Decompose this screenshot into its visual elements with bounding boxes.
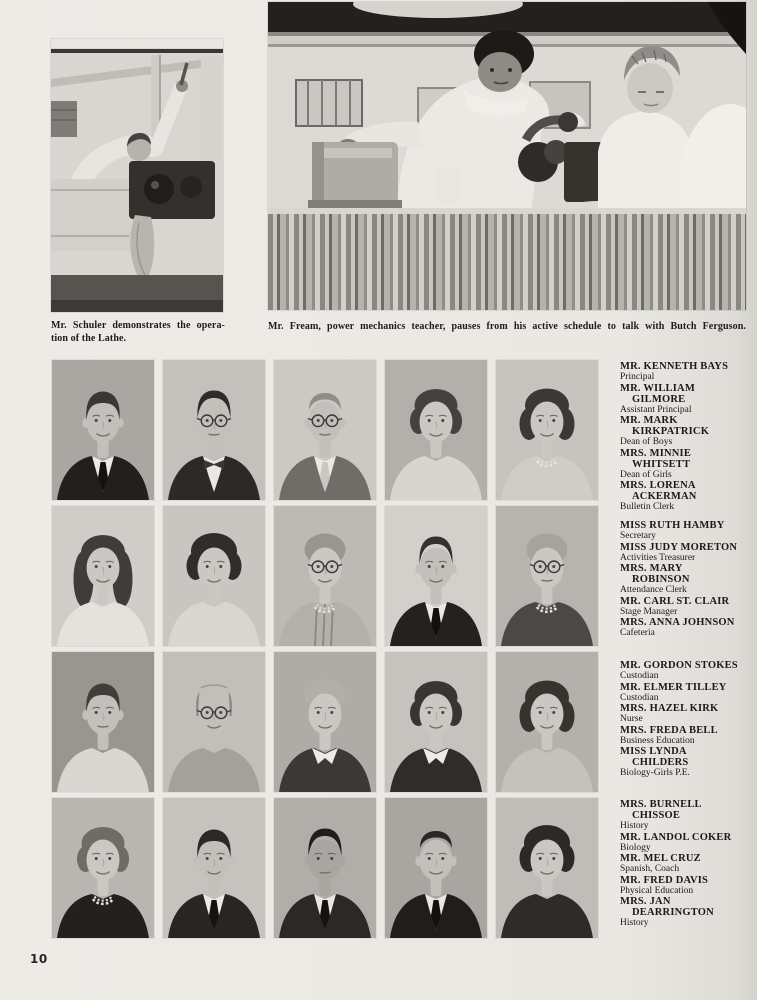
- portrait-photo: [496, 798, 598, 938]
- faculty-name: [620, 875, 746, 886]
- faculty-name-line: MR. WILLIAM: [620, 382, 695, 394]
- portrait-photo: [385, 506, 487, 646]
- faculty-entry: [620, 448, 746, 481]
- faculty-name: [620, 596, 746, 607]
- portrait-photo: [52, 360, 154, 500]
- faculty-entry: [620, 383, 746, 416]
- names-block-row-4: [620, 799, 746, 929]
- power-mechanics-photo-illustration: [268, 2, 746, 310]
- faculty-name-line: MR. MEL CRUZ: [620, 853, 701, 864]
- faculty-name: [620, 832, 746, 843]
- portrait-photo: [52, 506, 154, 646]
- faculty-name: [620, 660, 746, 671]
- names-block-row-1: [620, 361, 746, 513]
- portrait-photo: [163, 652, 265, 792]
- portrait-photo: [274, 506, 376, 646]
- faculty-entry: [620, 832, 746, 854]
- faculty-entry: [620, 617, 746, 639]
- faculty-name-line: MRS. HAZEL KIRK: [620, 703, 719, 714]
- faculty-name-line: CHISSOE: [632, 810, 681, 821]
- faculty-name: [620, 682, 746, 693]
- faculty-title: Custodian: [620, 671, 659, 681]
- faculty-entry: [620, 415, 746, 448]
- faculty-title: Biology-Girls P.E.: [620, 768, 690, 778]
- faculty-title: Biology: [620, 842, 651, 853]
- faculty-name-line: MR. FRED DAVIS: [620, 874, 709, 886]
- portrait-photo: [496, 652, 598, 792]
- portrait-photo: [274, 652, 376, 792]
- faculty-name: [620, 563, 746, 585]
- portrait-photo: [163, 360, 265, 500]
- portrait-photo: [496, 506, 598, 646]
- faculty-name: [620, 703, 746, 714]
- faculty-name: [620, 480, 746, 502]
- lathe-photo: [51, 39, 223, 312]
- faculty-name-line: KIRKPATRICK: [632, 426, 710, 437]
- faculty-name: [620, 799, 746, 821]
- faculty-name-line: MRS. LORENA: [620, 480, 696, 491]
- portrait-photo: [496, 360, 598, 500]
- portrait-photo: [385, 798, 487, 938]
- faculty-title: Physical Education: [620, 885, 694, 896]
- faculty-name-line: MRS. MINNIE: [620, 447, 692, 459]
- faculty-name-line: GILMORE: [632, 393, 686, 405]
- faculty-name-line: DEARRINGTON: [632, 907, 714, 918]
- faculty-title: History: [620, 821, 649, 831]
- portrait-photo: [385, 652, 487, 792]
- faculty-entry: [620, 660, 746, 682]
- power-mechanics-caption: Mr. Fream, power mechanics teacher, pauses from his active schedule to talk with Butch Ferguson.: [268, 321, 746, 332]
- faculty-title: Bulletin Clerk: [620, 502, 675, 512]
- faculty-name-line: MR. CARL ST. CLAIR: [620, 595, 730, 607]
- faculty-name-line: MISS JUDY MORETON: [620, 541, 738, 553]
- portrait-photo: [163, 506, 265, 646]
- portrait-photo: [274, 360, 376, 500]
- faculty-title: Secretary: [620, 531, 656, 541]
- faculty-entry: [620, 542, 746, 564]
- faculty-entry: [620, 703, 746, 725]
- faculty-name-line: MR. ELMER TILLEY: [620, 681, 727, 693]
- faculty-title: Nurse: [620, 714, 643, 724]
- lathe-caption-line-2: tion of the Lathe.: [51, 332, 127, 344]
- faculty-name: [620, 896, 746, 918]
- faculty-name-line: ACKERMAN: [632, 491, 697, 502]
- faculty-title: Principal: [620, 372, 655, 382]
- faculty-name-line: ROBINSON: [632, 574, 690, 585]
- faculty-title: Spanish, Coach: [620, 864, 680, 874]
- faculty-title: Custodian: [620, 692, 659, 703]
- lathe-photo-illustration: [51, 39, 223, 312]
- faculty-name: [620, 725, 746, 736]
- portrait-photo: [52, 652, 154, 792]
- faculty-name-line: MR. MARK: [620, 415, 678, 426]
- faculty-title: Business Education: [620, 735, 695, 746]
- portrait-photo: [163, 798, 265, 938]
- faculty-name-line: MRS. FREDA BELL: [620, 724, 718, 736]
- portrait-photo: [274, 798, 376, 938]
- power-mechanics-photo: [268, 2, 746, 310]
- faculty-name: [620, 746, 746, 768]
- faculty-entry: [620, 799, 746, 832]
- lathe-caption-line-1: Mr. Schuler demonstrates the opera-: [51, 320, 225, 331]
- faculty-title: Cafeteria: [620, 628, 655, 638]
- faculty-entry: [620, 853, 746, 875]
- faculty-name-line: MRS. MARY: [620, 563, 683, 574]
- faculty-name: [620, 542, 746, 553]
- faculty-name-line: WHITSETT: [632, 458, 691, 470]
- faculty-name-line: CHILDERS: [632, 757, 689, 768]
- faculty-name: [620, 448, 746, 470]
- faculty-entry: [620, 520, 746, 542]
- faculty-grid: [52, 360, 598, 938]
- page-number: 10: [30, 952, 48, 966]
- faculty-name: [620, 383, 746, 405]
- faculty-title: Dean of Boys: [620, 437, 673, 447]
- faculty-name: [620, 361, 746, 372]
- faculty-title: History: [620, 918, 649, 928]
- faculty-name: [620, 520, 746, 531]
- portrait-photo: [52, 798, 154, 938]
- faculty-title: Assistant Principal: [620, 404, 692, 415]
- faculty-title: Stage Manager: [620, 606, 678, 617]
- faculty-name-line: MISS LYNDA: [620, 746, 687, 757]
- faculty-name-line: MRS. BURNELL: [620, 799, 702, 810]
- faculty-name-line: MR. LANDOL COKER: [620, 831, 732, 843]
- faculty-name-line: MRS. ANNA JOHNSON: [620, 617, 735, 628]
- faculty-entry: [620, 361, 746, 383]
- faculty-title: Attendance Clerk: [620, 585, 687, 595]
- faculty-name-line: MR. GORDON STOKES: [620, 660, 738, 671]
- faculty-entry: [620, 746, 746, 779]
- faculty-name-line: MRS. JAN: [620, 896, 671, 907]
- faculty-entry: [620, 875, 746, 897]
- faculty-entry: [620, 896, 746, 929]
- faculty-name: [620, 617, 746, 628]
- faculty-entry: [620, 682, 746, 704]
- faculty-entry: [620, 596, 746, 618]
- faculty-name: [620, 853, 746, 864]
- faculty-name-line: MISS RUTH HAMBY: [620, 520, 725, 531]
- faculty-title: Activities Treasurer: [620, 552, 696, 563]
- portrait-photo: [385, 360, 487, 500]
- faculty-name-line: MR. KENNETH BAYS: [620, 361, 729, 372]
- faculty-name: [620, 415, 746, 437]
- faculty-entry: [620, 725, 746, 747]
- faculty-entry: [620, 563, 746, 596]
- lathe-caption: [51, 320, 225, 345]
- faculty-title: Dean of Girls: [620, 469, 672, 480]
- names-block-row-2: [620, 520, 746, 639]
- names-block-row-3: [620, 660, 746, 779]
- faculty-entry: [620, 480, 746, 513]
